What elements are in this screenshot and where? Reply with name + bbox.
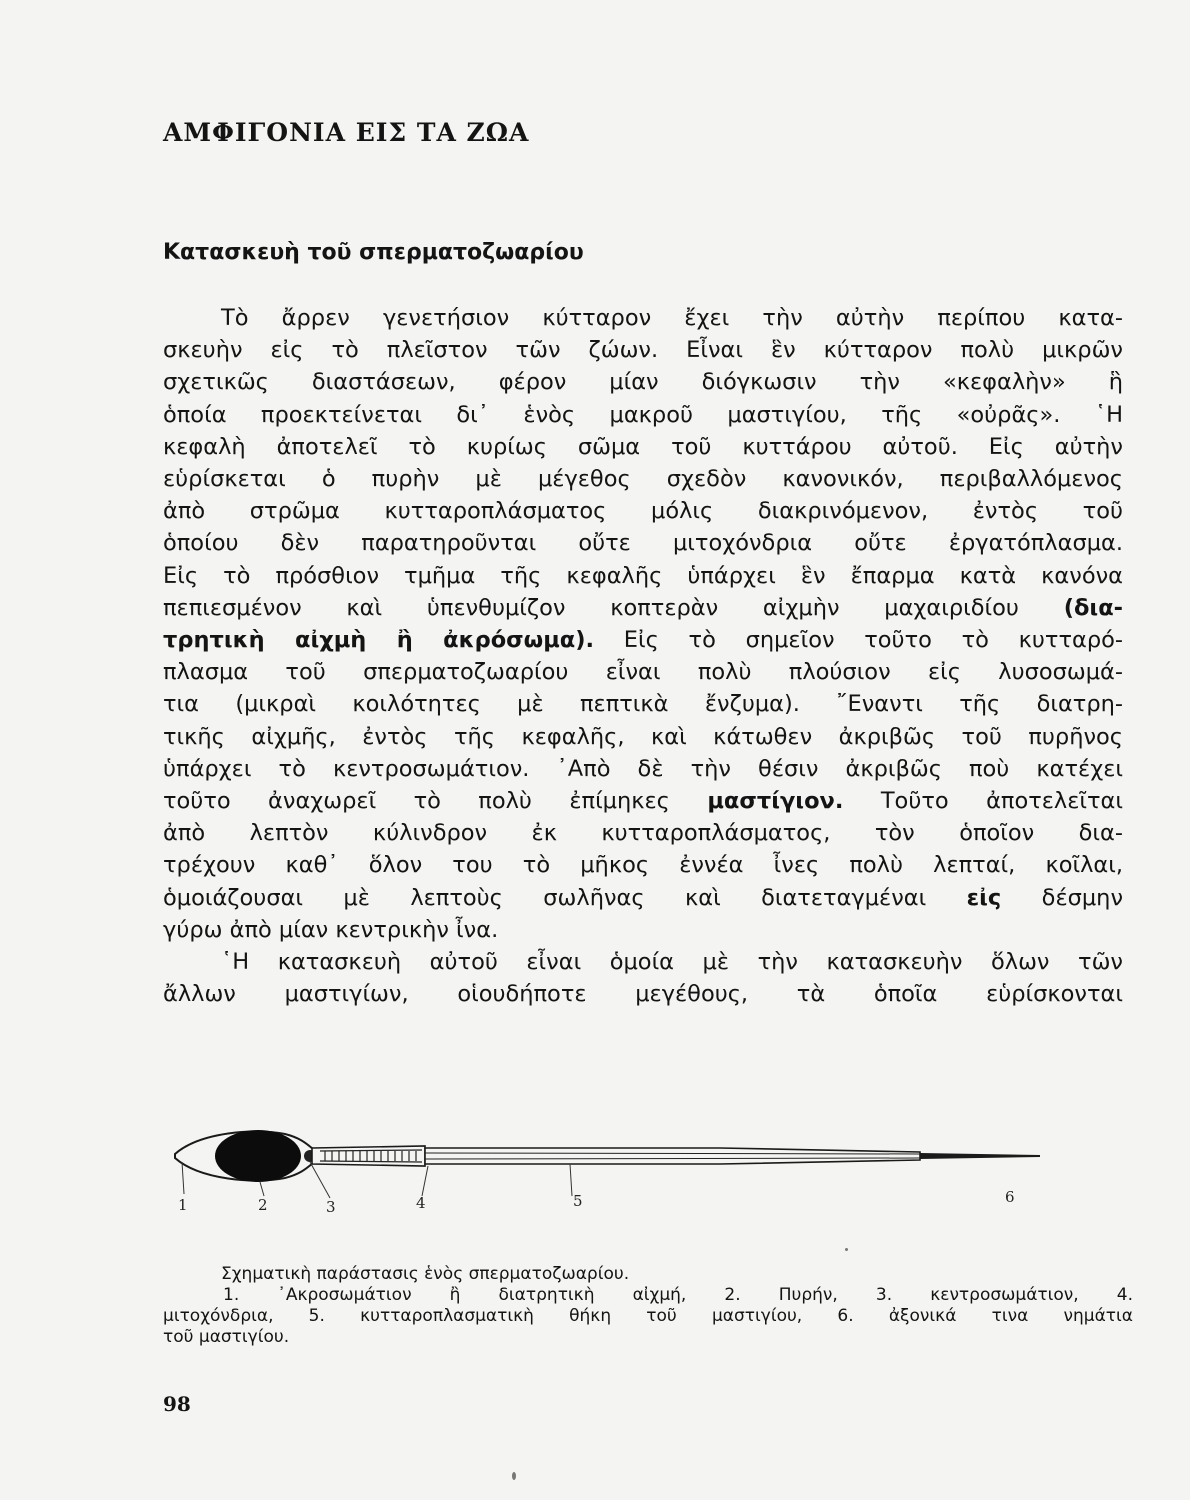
text-segment: ὁμοιάζουσαι μὲ λεπτοὺς σωλῆνας καὶ διατεταγμέναι [163,884,967,911]
paper-speck [845,1248,848,1251]
text-segment: δέσμην [1001,884,1124,911]
text-line-with-bold [163,882,1123,914]
body-text [163,302,1123,1010]
figure-label-6: 6 [1005,1188,1015,1206]
tail-sheath [425,1148,920,1164]
bold-term: (δια- [1063,594,1123,621]
text-line: κεφαλὴ ἀποτελεῖ τὸ κυρίως σῶμα τοῦ κυττάρου αὐτοῦ. Εἰς αὐτὴν [163,433,1123,460]
text-line: σχετικῶς διαστάσεων, φέρον μίαν διόγκωσιν τὴν «κεφαλὴν» ἣ [163,369,1123,396]
text-line: τρέχουν καθ᾽ ὅλον του τὸ μῆκος ἐννέα ἶνες πολὺ λεπταί, κοῖλαι, [163,852,1123,879]
tail-end [920,1153,1040,1159]
text-line-with-bold [163,624,1123,656]
text-line-with-bold [163,785,1123,817]
text-line: τια (μικραὶ κοιλότητες μὲ πεπτικὰ ἔνζυμα). ῎Εναντι τῆς διατρη- [163,691,1123,718]
caption-line: τοῦ μαστιγίου. [163,1327,290,1347]
text-segment: Τοῦτο ἀποτελεῖται [843,788,1123,815]
figure-label-1: 1 [178,1196,188,1214]
text-line: ἀπὸ λεπτὸν κύλινδρον ἐκ κυτταροπλάσματος, τὸν ὁποῖον δια- [163,820,1123,847]
sperm-diagram-drawing [160,1110,1040,1220]
page-number: 98 [163,1392,191,1416]
text-line: ῾Η κατασκευὴ αὐτοῦ εἶναι ὁμοία μὲ τὴν κατασκευὴν ὅλων τῶν [221,949,1123,976]
bold-term: μαστίγιον. [707,788,844,815]
text-line: Τὸ ἄρρεν γενετήσιον κύτταρον ἔχει τὴν αὐτὴν περίπου κατα- [221,305,1123,331]
text-line: τικῆς αἰχμῆς, ἐντὸς τῆς κεφαλῆς, καὶ κάτωθεν ἀκριβῶς τοῦ πυρῆνος [163,723,1123,750]
figure-label-3: 3 [326,1198,336,1216]
text-line: ἄλλων μαστιγίων, οἱουδήποτε μεγέθους, τὰ ὁποῖα εὑρίσκονται [163,981,1123,1008]
text-line: ἀπὸ στρῶμα κυτταροπλάσματος μόλις διακρινόμενον, ἐντὸς τοῦ [163,498,1123,525]
text-segment: Εἰς τὸ σημεῖον τοῦτο τὸ κυτταρό- [594,627,1124,654]
text-line: πλασμα τοῦ σπερματοζωαρίου εἶναι πολὺ πλούσιον εἰς λυσοσωμά- [163,659,1123,686]
text-line: ὁποίου δὲν παρατηροῦνται οὔτε μιτοχόνδρια οὔτε ἐργατόπλασμα. [163,530,1123,557]
chapter-heading: ΑΜΦΙΓΟΝΙΑ ΕΙΣ ΤΑ ΖΩΑ [163,118,530,147]
text-line-with-bold [163,592,1123,624]
text-line: ὑπάρχει τὸ κεντροσωμάτιον. ᾿Απὸ δὲ τὴν θέσιν ἀκριβῶς ποὺ κατέχει [163,755,1123,782]
text-line: Εἰς τὸ πρόσθιον τμῆμα τῆς κεφαλῆς ὑπάρχει ἓν ἔπαρμα κατὰ κανόνα [163,562,1123,589]
bold-term: τρητικὴ αἰχμὴ ἢ ἀκρόσωμα). [163,627,595,654]
paper-speck [512,1472,516,1480]
sperm-diagram [160,1110,1040,1220]
caption-line: 1. ᾿Ακροσωμάτιον ἢ διατρητικὴ αἰχμή, 2. Πυρήν, 3. κεντροσωμάτιον, 4. [223,1285,1133,1305]
figure-label-4: 4 [416,1194,426,1212]
text-segment: πεπιεσμένον καὶ ὑπενθυμίζον κοπτερὰν αἰχμὴν μαχαιριδίου [163,594,1019,621]
caption-title: Σχηματικὴ παράστασις ἑνὸς σπερματοζωαρίου. [221,1264,630,1284]
figure-label-5: 5 [573,1192,583,1210]
midpiece [312,1146,425,1166]
text-line: ὁποία προεκτείνεται δι᾽ ἑνὸς μακροῦ μαστιγίου, τῆς «οὐρᾶς». ῾Η [163,401,1123,428]
text-line: γύρω ἀπὸ μίαν κεντρικὴν ἶνα. [163,916,499,943]
caption-line: μιτοχόνδρια, 5. κυτταροπλασματικὴ θήκη τοῦ μαστιγίου, 6. ἀξονικά τινα νημάτια [163,1306,1133,1326]
figure-label-2: 2 [258,1196,268,1214]
section-heading: Κατασκευὴ τοῦ σπερματοζωαρίου [163,240,584,265]
text-segment: τοῦτο ἀναχωρεῖ τὸ πολὺ ἐπίμηκες [163,788,708,815]
nucleus [215,1130,301,1182]
text-line: σκευὴν εἰς τὸ πλεῖστον τῶν ζώων. Εἶναι ἓν κύτταρον πολὺ μικρῶν [163,337,1123,364]
text-line: εὑρίσκεται ὁ πυρὴν μὲ μέγεθος σχεδὸν κανονικόν, περιβαλλόμενος [163,466,1123,493]
figure-caption [163,1264,1133,1348]
bold-term: εἰς [966,884,1002,911]
